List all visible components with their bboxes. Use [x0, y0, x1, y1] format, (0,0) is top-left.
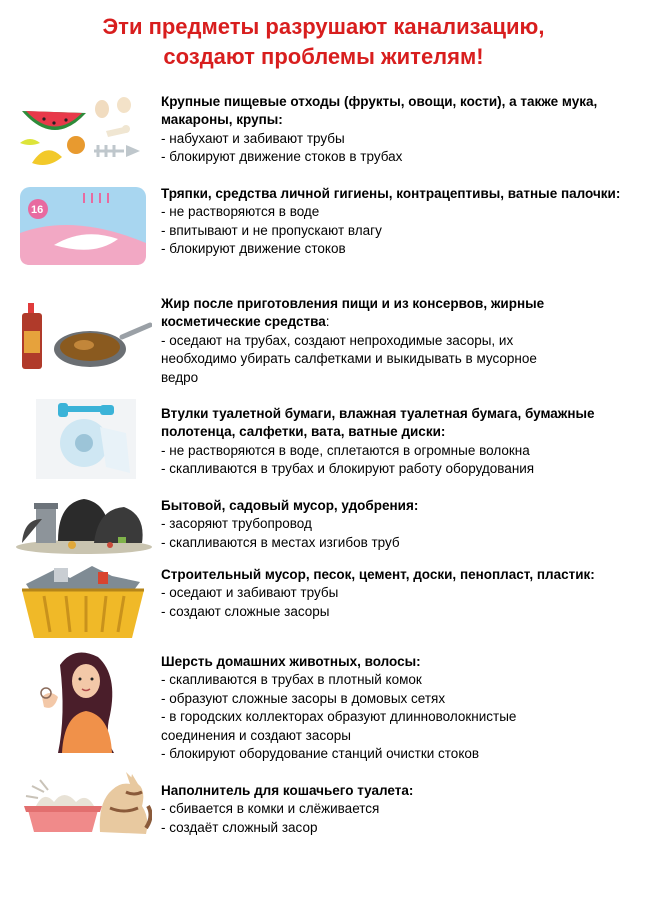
item-line: - не растворяются в воде — [161, 204, 320, 220]
item-line: - скапливаются в местах изгибов труб — [161, 534, 400, 550]
item-line: - набухают и забивают трубы — [161, 130, 345, 146]
item-text — [161, 93, 631, 167]
item-heading: Шерсть домашних животных, волосы: — [161, 654, 421, 669]
item-line: - оседают и забивают трубы — [161, 585, 339, 601]
item-heading: Втулки туалетной бумаги, влажная туалетная бумага, бумажные полотенца, салфетки, вата, ватные диски: — [161, 406, 595, 440]
construction-skip-icon — [14, 560, 152, 646]
item-heading: Бытовой, садовый мусор, удобрения: — [161, 498, 419, 513]
item-text — [161, 782, 631, 837]
item-line: - сбивается в комки и слёживается — [161, 801, 380, 817]
page-title-line-2: создают проблемы жителям! — [163, 44, 484, 69]
food-waste-icon — [14, 93, 152, 173]
item-heading: Тряпки, средства личной гигиены, контрацептивы, ватные палочки: — [161, 186, 621, 201]
woman-hair-icon — [14, 645, 152, 755]
item-heading: Жир после приготовления пищи и из консервов, жирные косметические средства — [161, 296, 545, 330]
item-heading-colon: : — [325, 314, 330, 330]
item-line: - оседают на трубах, создают непроходимые засоры, их — [161, 332, 514, 348]
item-line: - в городских коллекторах образуют длинноволокнистые — [161, 709, 517, 725]
item-line: ведро — [161, 369, 199, 385]
garbage-bags-icon — [14, 485, 152, 555]
item-line: - блокируют движение стоков — [161, 241, 346, 257]
item-text — [161, 653, 631, 763]
item-line: - скапливаются в трубах в плотный комок — [161, 672, 422, 688]
item-line: - блокируют оборудование станций очистки стоков — [161, 746, 480, 762]
item-text — [161, 497, 631, 552]
item-text — [161, 566, 631, 621]
page-title-line-1: Эти предметы разрушают канализацию, — [102, 14, 545, 39]
page-title — [0, 12, 647, 72]
item-heading-wrap — [161, 295, 631, 332]
item-line: - блокируют движение стоков в трубах — [161, 149, 403, 165]
item-heading: Наполнитель для кошачьего туалета: — [161, 783, 414, 798]
item-line: - впитывают и не пропускают влагу — [161, 222, 382, 238]
sanitary-pad-icon — [14, 183, 152, 269]
item-line: соединения и создают засоры — [161, 727, 351, 743]
item-line: - не растворяются в воде, сплетаются в огромные волокна — [161, 442, 530, 458]
item-heading: Крупные пищевые отходы (фрукты, овощи, кости), а также мука, макароны, крупы: — [161, 94, 598, 128]
svg-text:16: 16 — [31, 204, 44, 216]
cat-litter-box-icon — [14, 762, 152, 838]
item-line: - создаёт сложный засор — [161, 819, 318, 835]
item-line: - создают сложные засоры — [161, 603, 330, 619]
item-line: - засоряют трубопровод — [161, 516, 312, 532]
toilet-paper-icon — [14, 393, 152, 483]
item-text — [161, 405, 631, 479]
item-line: необходимо убирать салфетками и выкидывать в мусорное — [161, 351, 537, 367]
item-text — [161, 185, 631, 259]
frying-pan-oil-icon — [14, 297, 152, 377]
item-heading: Строительный мусор, песок, цемент, доски, пенопласт, пластик: — [161, 567, 595, 582]
item-line: - образуют сложные засоры в домовых сетях — [161, 690, 446, 706]
item-text — [161, 295, 631, 387]
item-line: - скапливаются в трубах и блокируют работу оборудования — [161, 461, 535, 477]
